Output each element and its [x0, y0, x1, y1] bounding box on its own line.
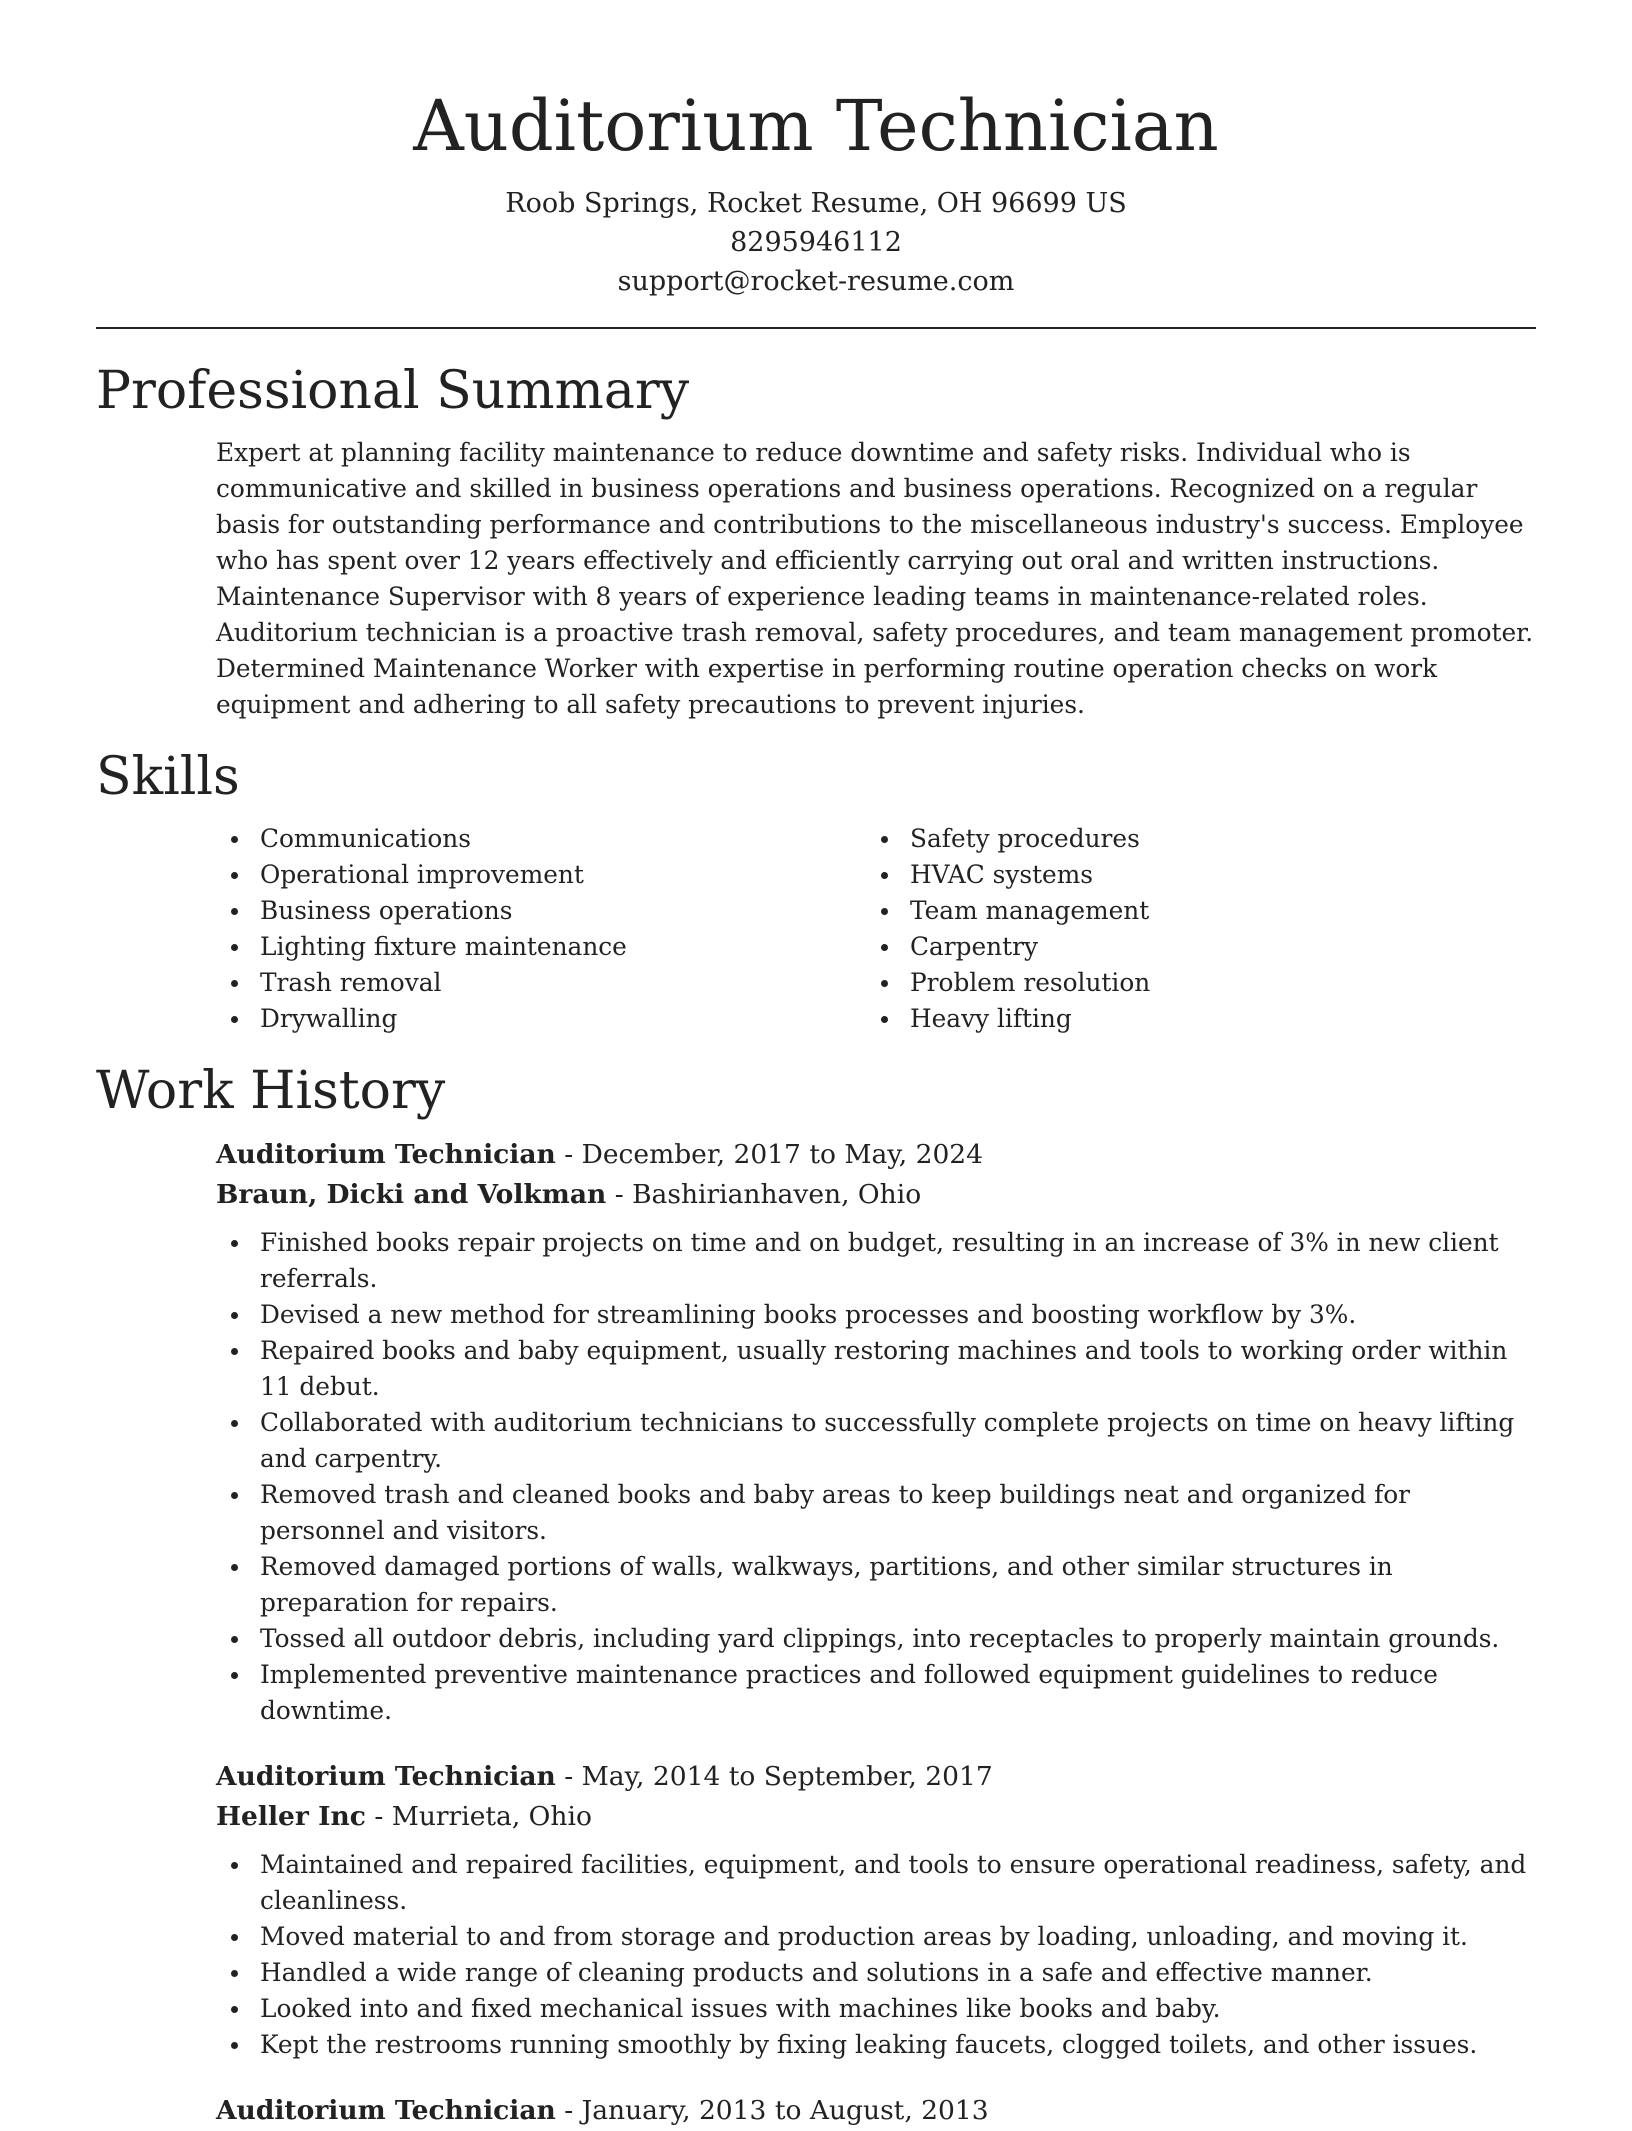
list-item: Moved material to and from storage and production areas by loading, unloading, and moving it. [216, 1919, 1536, 1955]
skill-item: Business operations [216, 893, 866, 929]
job-location: - Murrieta, Ohio [365, 1801, 592, 1832]
list-item: Looked into and fixed mechanical issues with machines like books and baby. [216, 1991, 1536, 2027]
job-bullets [216, 1225, 1536, 1729]
job-company-line [216, 1175, 1536, 1215]
contact-email[interactable]: support@rocket-resume.com [617, 266, 1015, 297]
contact-phone: 8295946112 [730, 227, 902, 258]
job-entry [216, 1757, 1536, 2063]
job-title-line [216, 1135, 1536, 1175]
job-entry [216, 1135, 1536, 1729]
skill-item: Heavy lifting [866, 1001, 1516, 1037]
job-company: Heller Inc [216, 1801, 366, 1832]
job-role: Auditorium Technician [216, 1761, 556, 1792]
list-item: Finished books repair projects on time and on budget, resulting in an increase of 3% in new client referrals. [216, 1225, 1536, 1297]
skills-column-left [216, 821, 866, 1037]
job-dates: - December, 2017 to May, 2024 [555, 1139, 984, 1170]
work-history-heading: Work History [96, 1061, 446, 1121]
skill-item: Drywalling [216, 1001, 866, 1037]
list-item: Handled a wide range of cleaning products and solutions in a safe and effective manner. [216, 1955, 1536, 1991]
skill-item: Carpentry [866, 929, 1516, 965]
list-item: Repaired books and baby equipment, usually restoring machines and tools to working order within 11 debut. [216, 1333, 1536, 1405]
list-item: Maintained and repaired facilities, equipment, and tools to ensure operational readiness, safety, and cleanliness. [216, 1847, 1536, 1919]
skills-list [216, 821, 1536, 1037]
job-location: - Bashirianhaven, Ohio [606, 1179, 922, 1210]
skill-item: Communications [216, 821, 866, 857]
header-divider [96, 327, 1536, 329]
job-entry [216, 2091, 1536, 2131]
list-item: Removed damaged portions of walls, walkways, partitions, and other similar structures in preparation for repairs. [216, 1549, 1536, 1621]
skill-item: HVAC systems [866, 857, 1516, 893]
list-item: Tossed all outdoor debris, including yard clippings, into receptacles to properly maintain grounds. [216, 1621, 1536, 1657]
job-role: Auditorium Technician [216, 2095, 556, 2126]
candidate-name: Auditorium Technician [413, 85, 1219, 167]
summary-heading: Professional Summary [96, 361, 690, 421]
job-bullets [216, 1847, 1536, 2063]
contact-block [96, 184, 1536, 301]
list-item: Kept the restrooms running smoothly by fixing leaking faucets, clogged toilets, and other issues. [216, 2027, 1536, 2063]
job-dates: - January, 2013 to August, 2013 [555, 2095, 989, 2126]
job-company: Braun, Dicki and Volkman [216, 1179, 607, 1210]
job-company-line [216, 1797, 1536, 1837]
list-item: Collaborated with auditorium technicians to successfully complete projects on time on heavy lifting and carpentry. [216, 1405, 1536, 1477]
skills-column-right [866, 821, 1516, 1037]
job-role: Auditorium Technician [216, 1139, 556, 1170]
job-title-line [216, 1757, 1536, 1797]
list-item: Implemented preventive maintenance practices and followed equipment guidelines to reduce downtime. [216, 1657, 1536, 1729]
skill-item: Safety procedures [866, 821, 1516, 857]
skill-item: Operational improvement [216, 857, 866, 893]
list-item: Removed trash and cleaned books and baby areas to keep buildings neat and organized for personnel and visitors. [216, 1477, 1536, 1549]
skill-item: Team management [866, 893, 1516, 929]
job-title-line [216, 2091, 1536, 2131]
skill-item: Problem resolution [866, 965, 1516, 1001]
summary-text: Expert at planning facility maintenance to reduce downtime and safety risks. Individual who is communicative and skilled in business operations and business operations. Recognized on a regular basis for outstanding performance and contributions to the miscellaneous industry's success. Employee who has spent over 12 years effectively and efficiently carrying out oral and written instructions. Maintenance Supervisor with 8 years of experience leading teams in maintenance-related roles. Auditorium technician is a proactive trash removal, safety procedures, and team management promoter. Determined Maintenance Worker with expertise in performing routine operation checks on work equipment and adhering to all safety precautions to prevent injuries. [216, 438, 1534, 719]
skill-item: Lighting fixture maintenance [216, 929, 866, 965]
resume-page [96, 0, 1536, 2131]
skills-heading: Skills [96, 747, 240, 807]
skill-item: Trash removal [216, 965, 866, 1001]
contact-address: Roob Springs, Rocket Resume, OH 96699 US [505, 188, 1127, 219]
list-item: Devised a new method for streamlining books processes and boosting workflow by 3%. [216, 1297, 1536, 1333]
job-dates: - May, 2014 to September, 2017 [555, 1761, 993, 1792]
